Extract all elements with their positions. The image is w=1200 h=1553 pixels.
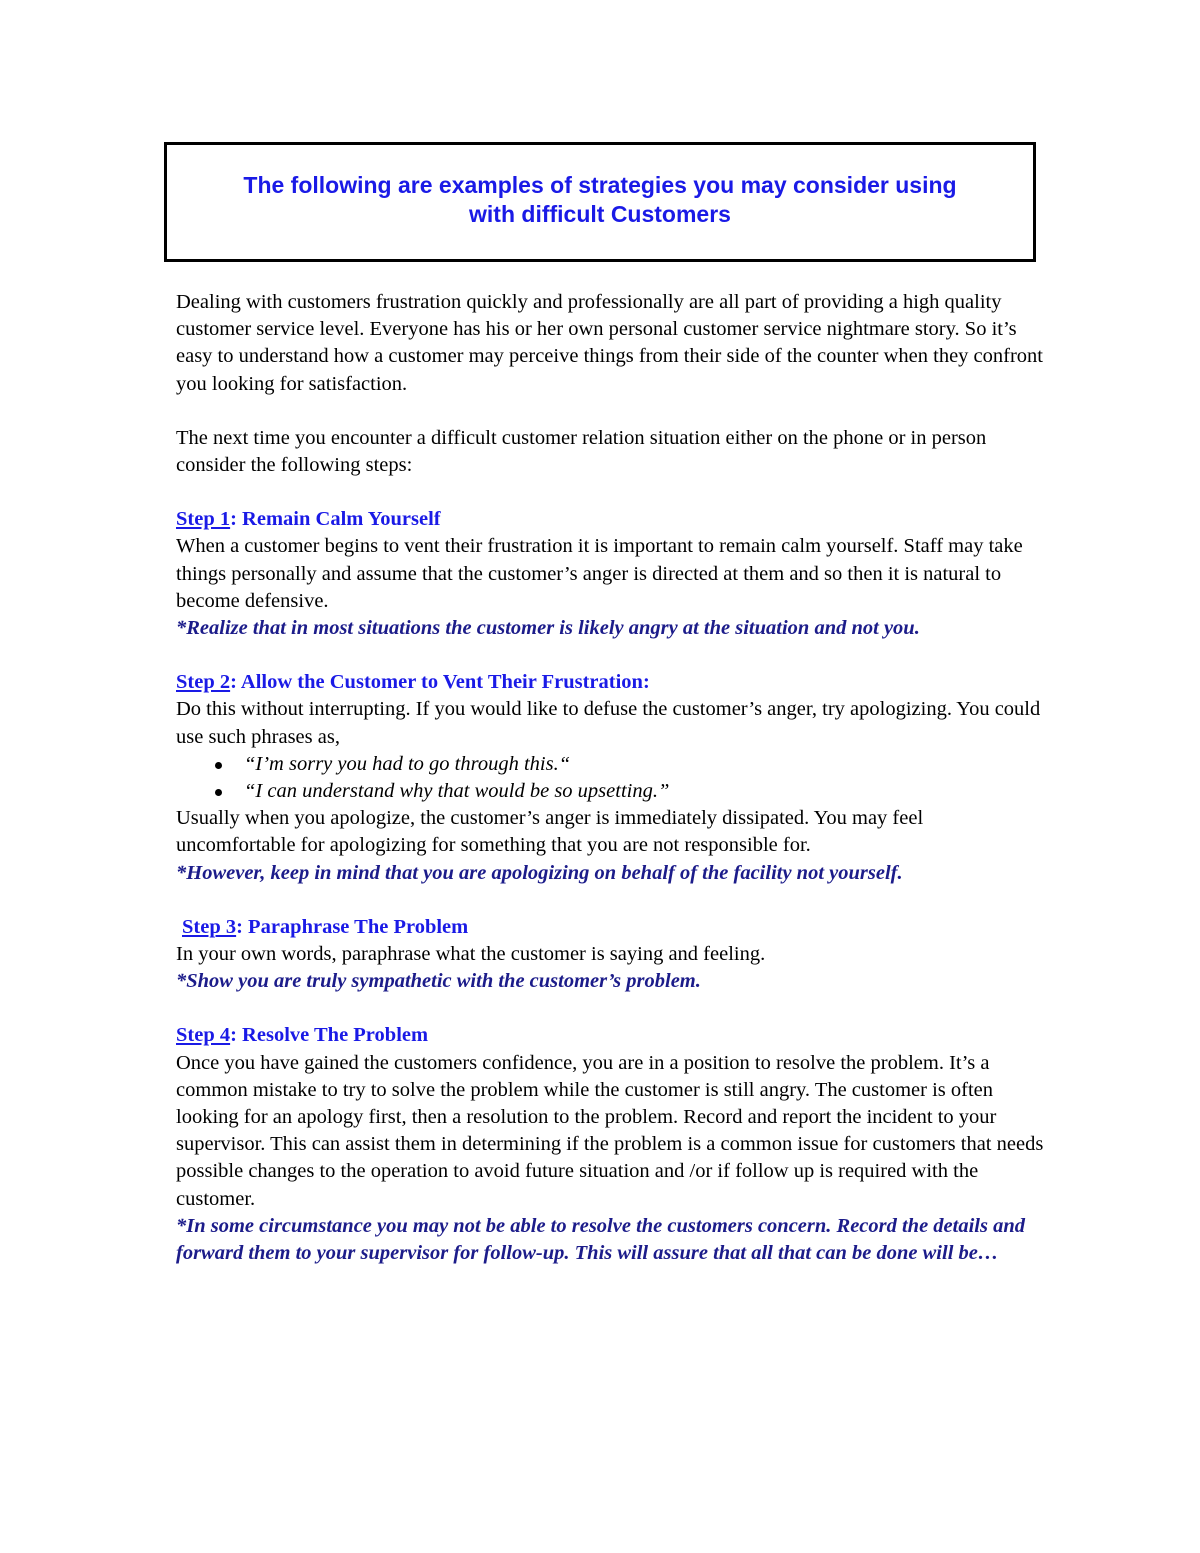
step-2-label: Step 2 [176, 671, 231, 694]
step-1-label: Step 1 [176, 508, 231, 531]
step-2-body: Do this without interrupting. If you would like to defuse the customer’s anger, try apologizing. You could use such phrases as, [176, 698, 1041, 748]
step-1-heading [176, 506, 1046, 533]
step-2-heading [176, 669, 1046, 696]
list-item [176, 751, 1046, 778]
step-4-note: *In some circumstance you may not be able to resolve the customers concern. Record the details and forward them to your supervisor for follow-up. This will assure that all that can be done will be… [176, 1214, 1025, 1265]
document-body [176, 289, 1046, 1294]
step-4-section [176, 1022, 1046, 1267]
step-4-title: : Resolve The Problem [230, 1024, 429, 1047]
step-1-title: : Remain Calm Yourself [230, 508, 441, 531]
title-line-2: with difficult Customers [469, 201, 731, 227]
intro-paragraph-1: Dealing with customers frustration quickly and professionally are all part of providing a high quality customer service level. Everyone has his or her own personal customer service nightmare story. So it’s easy to understand how a customer may perceive things from their side of the counter when they confront you looking for satisfaction. [176, 291, 1043, 395]
step-2-body-2: Usually when you apologize, the customer’s anger is immediately dissipated. You may feel uncomfortable for apologizing for something that you are not responsible for. [176, 807, 924, 857]
step-3-body: In your own words, paraphrase what the customer is saying and feeling. [176, 943, 766, 966]
step-1-section [176, 506, 1046, 642]
title-line-1: The following are examples of strategies you may consider using [243, 172, 957, 198]
step-2-note: *However, keep in mind that you are apologizing on behalf of the facility not yourself. [176, 861, 903, 884]
step-1-body: When a customer begins to vent their frustration it is important to remain calm yourself. Staff may take things personally and assume that the customer’s anger is directed at them and so then it is natural to become defensive. [176, 535, 1023, 612]
bullet-icon [215, 762, 222, 769]
step-3-title: : Paraphrase The Problem [236, 915, 469, 938]
page-title [190, 171, 1010, 229]
step-1-note: *Realize that in most situations the customer is likely angry at the situation and not you. [176, 617, 920, 640]
list-item [176, 778, 1046, 805]
intro-paragraph-2: The next time you encounter a difficult customer relation situation either on the phone or in person consider the following steps: [176, 426, 987, 477]
step-4-heading [176, 1022, 1046, 1049]
phrase-text: “I’m sorry you had to go through this.“ [244, 752, 571, 775]
step-3-note: *Show you are truly sympathetic with the customer’s problem. [176, 970, 701, 993]
step-3-section [176, 914, 1046, 996]
step-3-label: Step 3 [182, 915, 237, 938]
title-box [164, 142, 1036, 262]
step-2-title: : Allow the Customer to Vent Their Frustration: [230, 671, 650, 694]
step-2-section [176, 669, 1046, 887]
step-3-heading [176, 914, 1046, 941]
phrase-text: “I can understand why that would be so upsetting.” [244, 780, 670, 803]
step-2-phrase-list [176, 751, 1046, 805]
step-4-body: Once you have gained the customers confidence, you are in a position to resolve the problem. It’s a common mistake to try to solve the problem while the customer is still angry. The customer is often looking for an apology first, then a resolution to the problem. Record and report the incident to your supervisor. This can assist them in determining if the problem is a common issue for customers that needs possible changes to the operation to avoid future situation and /or if follow up is required with the customer. [176, 1051, 1044, 1210]
step-4-label: Step 4 [176, 1024, 231, 1047]
bullet-icon [215, 789, 222, 796]
